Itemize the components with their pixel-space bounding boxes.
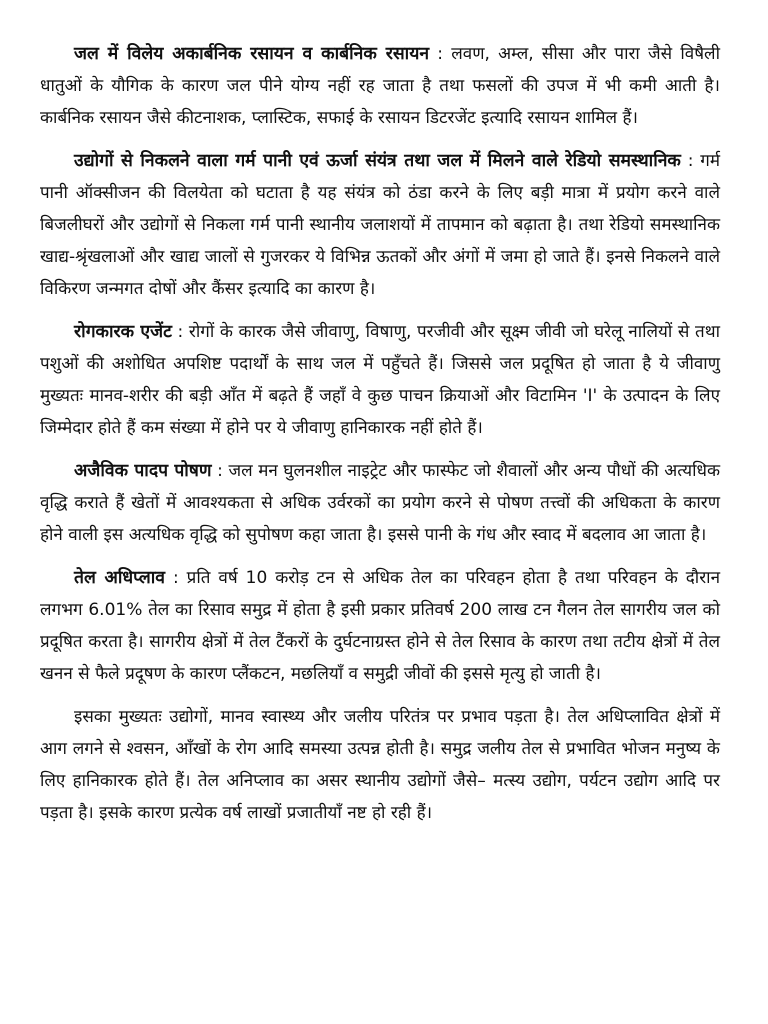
paragraph-heading: तेल अधिप्लाव [74, 568, 165, 588]
paragraph-closing: इसका मुख्यतः उद्योगों, मानव स्वास्थ्य और जलीय परितंत्र पर प्रभाव पड़ता है। तेल अधिप्लावित क्षेत्रों में आग लगने से श्वसन, आँखों के रोग आदि समस्या उत्पन्न होती है। समुद्र जलीय तेल से प्रभावित भोजन मनुष्य के लिए हानिकारक होते हैं। तेल अनिप्लाव का असर स्थानीय उद्योगों जैसे– मत्स्य उद्योग, पर्यटन उद्योग आदि पर पड़ता है। इसके कारण प्रत्येक वर्ष लाखों प्रजातीयाँ नष्ट हो रही हैं। [40, 707, 720, 823]
paragraph-heading: रोगकारक एजेंट [74, 322, 172, 342]
paragraph-hot-water-radioisotopes [40, 145, 720, 305]
paragraph-heading: उद्योगों से निकलने वाला गर्म पानी एवं ऊर्जा संयंत्र तथा जल में मिलने वाले रेडियो समस्थानिक [74, 151, 681, 171]
paragraph-oil-spill [40, 562, 720, 690]
paragraph-heading: जल में विलेय अकार्बनिक रसायन व कार्बनिक रसायन [74, 44, 430, 64]
paragraph-pathogens [40, 316, 720, 444]
document-page [40, 38, 720, 840]
paragraph-body: : प्रति वर्ष 10 करोड़ टन से अधिक तेल का परिवहन होता है तथा परिवहन के दौरान लगभग 6.01% तेल का रिसाव समुद्र में होता है इसी प्रकार प्रतिवर्ष 200 लाख टन गैलन तेल सागरीय जल को प्रदूषित करता है। सागरीय क्षेत्रों में तेल टैंकरों के दुर्घटनाग्रस्त होने से तेल रिसाव के कारण तथा तटीय क्षेत्रों में तेल खनन से फैले प्रदूषण के कारण प्लैंकटन, मछलियाँ व समुद्री जीवों की इससे मृत्यु हो जाती है। [40, 568, 720, 684]
paragraph-body: : रोगों के कारक जैसे जीवाणु, विषाणु, परजीवी और सूक्ष्म जीवी जो घरेलू नालियों से तथा पशुओं की अशोधित अपशिष्ट पदार्थों के साथ जल में पहुँचते हैं। जिससे जल प्रदूषित हो जाता है ये जीवाणु मुख्यतः मानव-शरीर की बड़ी आँत में बढ़ते हैं जहाँ वे कुछ पाचन क्रियाओं और विटामिन 'I' के उत्पादन के लिए जिम्मेदार होते हैं कम संख्या में होने पर ये जीवाणु हानिकारक नहीं होते हैं। [40, 322, 721, 438]
paragraph-body: : जल मन घुलनशील नाइट्रेट और फास्फेट जो शैवालों और अन्य पौधों की अत्यधिक वृद्धि कराते हैं खेतों में आवश्यकता से अधिक उर्वरकों का प्रयोग करने से पोषण तत्त्वों की अधिकता के कारण होने वाली इस अत्यधिक वृद्धि को सुपोषण कहा जाता है। इससे पानी के गंध और स्वाद में बदलाव आ जाता है। [40, 461, 721, 545]
paragraph-body: : गर्म पानी ऑक्सीजन की विलयेता को घटाता है यह संयंत्र को ठंडा करने के लिए बड़ी मात्रा में प्रयोग करने वाले बिजलीघरों और उद्योगों से निकला गर्म पानी स्थानीय जलाशयों में तापमान को बढ़ाता है। तथा रेडियो समस्थानिक खाद्य-श्रृंखलाओं और खाद्य जालों से गुजरकर ये विभिन्न ऊतकों और अंगों में जमा हो जाते हैं। इनसे निकलने वाले विकिरण जन्मगत दोषों और कैंसर इत्यादि का कारण है। [40, 151, 720, 299]
paragraph-heading: अजैविक पादप पोषण [74, 461, 212, 481]
paragraph-dissolved-chemicals [40, 38, 720, 134]
paragraph-plant-nutrients [40, 455, 720, 551]
paragraph-body: : लवण, अम्ल, सीसा और पारा जैसे विषैली धातुओं के यौगिक के कारण जल पीने योग्य नहीं रह जाता है तथा फसलों की उपज में भी कमी आती है। कार्बनिक रसायन जैसे कीटनाशक, प्लास्टिक, सफाई के रसायन डिटरजेंट इत्यादि रसायन शामिल हैं। [40, 44, 720, 128]
